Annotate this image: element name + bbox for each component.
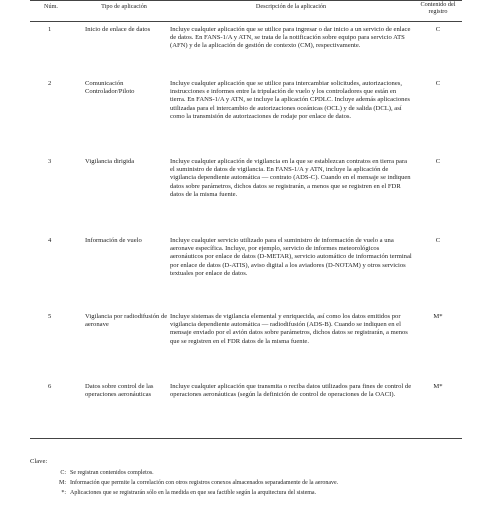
row-description: Incluye cualquier aplicación que se utilice para ingresar o dar inicio a un servicio de enlace de datos. En FANS-1/A y ATN, se trata de la notificación sobre equipo para servicio ATS (AFN) y de la aplicación de gestión de contexto (CM), respectivamente.	[170, 26, 411, 50]
row-description: Incluye cualquier servicio utilizado para el suministro de información de vuelo a una aeronave específica. Incluye, por ejemplo, servicio de informes meteorológicos aeronáuticos por enlace de datos (D-METAR), servicio automático de información terminal por enlace de datos (D-ATIS), aviso digital a los aviadores (D-NOTAM) y otros servicios textuales por enlace de datos.	[170, 237, 412, 277]
row-number: 2	[48, 80, 52, 87]
legend-code: M:	[58, 480, 66, 486]
row-type: Información de vuelo	[85, 237, 142, 244]
row-record-content: M*	[433, 383, 443, 390]
row-description: Incluye sistemas de vigilancia elemental y enriquecida, así como los datos emitidos por vigilancia dependiente automática — radiodifusión (ADS-B). Cuando se indiquen en el mensaje enviado por el avión datos sobre parámetros, dichos datos se registrarán, a menos que se registren en el FDR datos de la misma fuente.	[170, 313, 408, 345]
legend-text: Aplicaciones que se registrarán sólo en la medida en que sea factible según la arquitectura del sistema.	[70, 490, 317, 496]
row-type: Inicio de enlace de datos	[85, 26, 151, 33]
row-type: Comunicación Controlador/Piloto	[85, 80, 135, 96]
legend-code: *:	[61, 490, 66, 496]
table-top-rule	[30, 0, 462, 1]
table-bottom-rule	[30, 438, 462, 439]
table-header	[30, 0, 462, 20]
header-num: Núm.	[44, 3, 58, 10]
row-number: 4	[48, 237, 52, 244]
header-bottom-rule	[30, 21, 462, 22]
legend-text: Información que permite la correlación con otros registros conexos almacenados separadamente de la aeronave.	[70, 480, 339, 486]
row-number: 3	[48, 158, 52, 165]
legend-code: C:	[60, 470, 66, 476]
row-record-content: C	[435, 237, 441, 244]
header-record-content: Contenido del registro	[420, 1, 456, 15]
header-description: Descripción de la aplicación	[255, 3, 327, 10]
legend-title: Clave:	[30, 458, 48, 465]
row-number: 1	[48, 26, 52, 33]
row-number: 6	[48, 383, 52, 390]
row-description: Incluye cualquier aplicación de vigilancia en la que se establezcan contratos en tierra para el suministro de datos de vigilancia. En FANS-1/A y ATN, incluye la aplicación de vigilancia dependiente automática — contrato (ADS-C). Cuando en el mensaje se indiquen datos sobre parámetros, dichos datos se registrarán, a menos que se registren en el FDR datos de la misma fuente.	[170, 158, 411, 198]
header-type: Tipo de aplicación	[101, 3, 147, 10]
row-record-content: C	[435, 80, 441, 87]
row-type: Vigilancia dirigida	[85, 158, 135, 165]
row-type: Vigilancia por radiodifusión de aeronave	[85, 313, 168, 329]
row-description: Incluye cualquier aplicación que transmita o reciba datos utilizados para fines de control de operaciones aeronáuticas (según la definición de control de operaciones de la OACI).	[170, 383, 412, 399]
row-description: Incluye cualquier aplicación que se utilice para intercambiar solicitudes, autorizaciones, instrucciones e informes entre la tripulación de vuelo y los controladores que están en tierra. En FANS-1/A y ATN, se incluye la aplicación CPDLC. Incluye además aplicaciones utilizadas para el intercambio de autorizaciones oceánicas (OCL) y de salida (DCL), así como la transmisión de autorizaciones de rodaje por enlace de datos.	[170, 80, 410, 120]
row-record-content: C	[435, 158, 441, 165]
row-record-content: M*	[433, 313, 443, 320]
row-type: Datos sobre control de las operaciones aeronáuticas	[85, 383, 154, 399]
row-number: 5	[48, 313, 52, 320]
row-record-content: C	[435, 26, 441, 33]
legend-text: Se registran contenidos completos.	[70, 470, 154, 476]
